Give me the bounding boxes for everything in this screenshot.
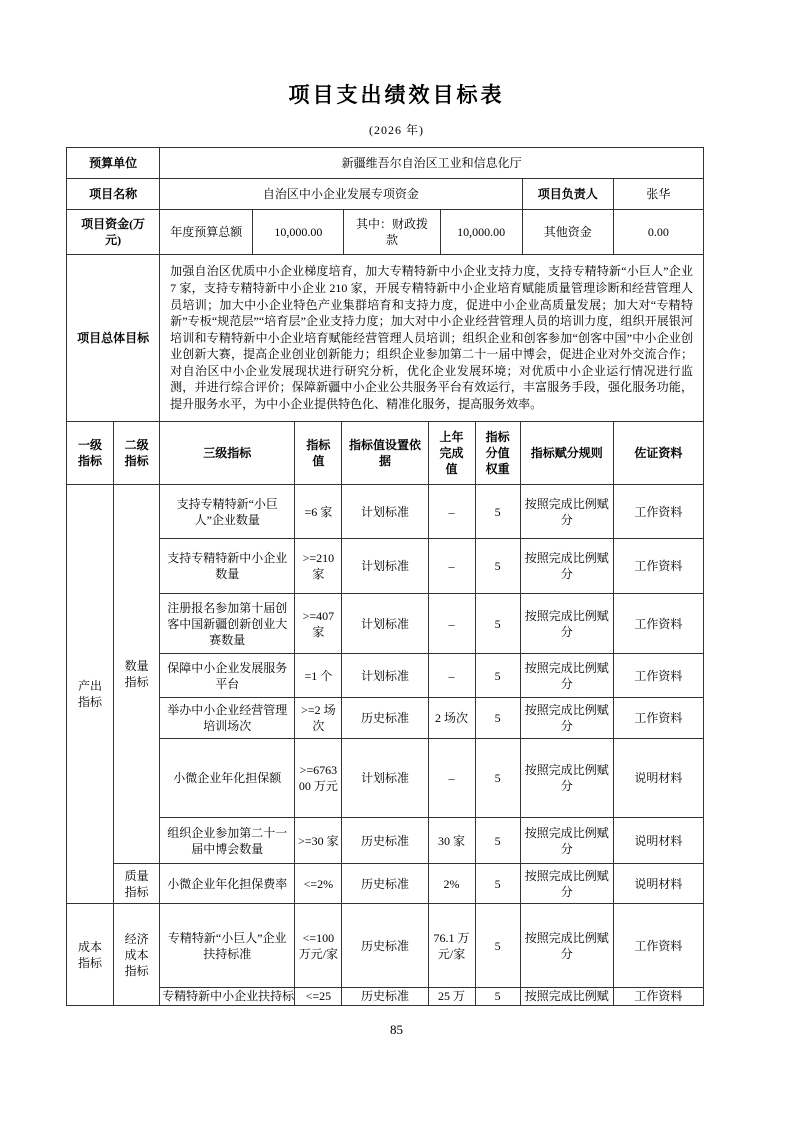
indicator-basis-cell: 计划标准 [342, 539, 428, 594]
indicator-row [67, 739, 704, 818]
header-level3: 三级指标 [160, 422, 295, 485]
indicator-rule-cell: 按照完成比例赋分 [520, 654, 613, 698]
indicator-basis-cell: 计划标准 [342, 739, 428, 818]
info-table [66, 147, 704, 422]
indicator-value-cell: <=25 [295, 988, 342, 1006]
annual-budget-value: 10,000.00 [253, 210, 344, 255]
indicator-weight-cell: 5 [475, 904, 520, 988]
indicator-basis-cell: 历史标准 [342, 818, 428, 864]
budget-unit-row [67, 148, 704, 179]
indicator-rule-cell: 按照完成比例赋 [520, 988, 613, 1006]
indicator-row [67, 539, 704, 594]
indicator-prev-cell: 76.1 万元/家 [428, 904, 475, 988]
indicator-row [67, 904, 704, 988]
indicator-value-cell: =6 家 [295, 485, 342, 539]
indicator-weight-cell: 5 [475, 864, 520, 904]
indicator-name-cell: 专精特新“小巨人”企业扶持标准 [160, 904, 295, 988]
overall-goal-text: 加强自治区优质中小企业梯度培育，加大专精特新中小企业支持力度，支持专精特新“小巨人”企业 7 家，支持专精特新中小企业 210 家，开展专精特新中小企业培育赋能质量管理诊断和经营管理人员培训；加大中小企业特色产业集群培育和支持力度，促进中小企业高质量发展；加大对“专精特新”专板“规范层”“培育层”企业支持力度；加大对中小企业经营管理人员的培训力度，组织开展银河培训和专精特新中小企业培育赋能经营管理人员培训；组织企业和创客参加“创客中国”中小企业创业创新大赛，提高企业创业创新能力；组织企业参加第二十一届中博会，促进企业对外交流合作；对自治区中小企业发展现状进行研究分析，优化企业发展环境；对优质中小企业运行情况进行监测，并进行综合评价；保障新疆中小企业公共服务平台有效运行，丰富服务手段，强化服务功能，提升服务水平，为中小企业提供特色化、精准化服务，提高服务效率。 [160, 255, 704, 422]
indicator-basis-cell: 历史标准 [342, 864, 428, 904]
level1-output: 产出指标 [67, 485, 114, 904]
indicator-name-cell: 保障中小企业发展服务平台 [160, 654, 295, 698]
indicator-rule-cell: 按照完成比例赋分 [520, 864, 613, 904]
annual-budget-label: 年度预算总额 [160, 210, 253, 255]
project-funds-row [67, 210, 704, 255]
indicator-prev-cell: – [428, 654, 475, 698]
indicator-row [67, 594, 704, 654]
indicator-basis-cell: 计划标准 [342, 594, 428, 654]
indicator-basis-cell: 历史标准 [342, 988, 428, 1006]
indicator-rule-cell: 按照完成比例赋分 [520, 818, 613, 864]
indicator-prev-cell: 2% [428, 864, 475, 904]
indicator-prev-cell: – [428, 539, 475, 594]
page-title: 项目支出绩效目标表 [288, 83, 505, 107]
fiscal-allocation-value: 10,000.00 [440, 210, 522, 255]
overall-goal-label: 项目总体目标 [67, 255, 160, 422]
level2-economic-cost: 经济成本指标 [114, 904, 160, 1006]
indicator-evidence-cell: 工作资料 [613, 988, 703, 1006]
indicator-weight-cell: 5 [475, 988, 520, 1006]
project-name-row [67, 179, 704, 210]
indicator-prev-cell: 2 场次 [428, 698, 475, 739]
indicator-basis-cell: 历史标准 [342, 698, 428, 739]
indicator-rule-cell: 按照完成比例赋分 [520, 739, 613, 818]
header-rule: 指标赋分规则 [520, 422, 613, 485]
indicator-value-cell: =1 个 [295, 654, 342, 698]
indicator-prev-cell: – [428, 485, 475, 539]
performance-target-table [66, 147, 704, 1006]
indicator-name-cell: 举办中小企业经营管理培训场次 [160, 698, 295, 739]
project-funds-label: 项目资金(万元) [67, 210, 160, 255]
indicator-table [66, 421, 704, 1006]
indicator-value-cell: >=210 家 [295, 539, 342, 594]
indicator-row [67, 654, 704, 698]
indicator-row [67, 818, 704, 864]
indicator-value-cell: >=407 家 [295, 594, 342, 654]
level1-cost: 成本指标 [67, 904, 114, 1006]
indicator-value-cell: >=30 家 [295, 818, 342, 864]
indicator-rule-cell: 按照完成比例赋分 [520, 904, 613, 988]
indicator-value-cell: >=2 场次 [295, 698, 342, 739]
header-evidence: 佐证资料 [613, 422, 703, 485]
page-number: 85 [390, 1022, 403, 1037]
indicator-evidence-cell: 工作资料 [613, 539, 703, 594]
indicator-basis-cell: 历史标准 [342, 904, 428, 988]
indicator-prev-cell: – [428, 739, 475, 818]
indicator-evidence-cell: 工作资料 [613, 654, 703, 698]
level2-quality: 质量指标 [114, 864, 160, 904]
project-leader-label: 项目负责人 [522, 179, 613, 210]
indicator-row [67, 864, 704, 904]
indicator-weight-cell: 5 [475, 539, 520, 594]
indicator-row [67, 485, 704, 539]
indicator-value-cell: <=100 万元/家 [295, 904, 342, 988]
indicator-weight-cell: 5 [475, 594, 520, 654]
header-value: 指标值 [295, 422, 342, 485]
indicator-rule-cell: 按照完成比例赋分 [520, 485, 613, 539]
indicator-rule-cell: 按照完成比例赋分 [520, 698, 613, 739]
indicator-name-cell: 支持专精特新中小企业数量 [160, 539, 295, 594]
page-subtitle: (2026 年) [369, 123, 424, 137]
indicator-name-cell: 小微企业年化担保费率 [160, 864, 295, 904]
indicator-evidence-cell: 说明材料 [613, 739, 703, 818]
indicator-value-cell: >=676300 万元 [295, 739, 342, 818]
indicator-basis-cell: 计划标准 [342, 485, 428, 539]
header-level1: 一级指标 [67, 422, 114, 485]
indicator-name-cell: 注册报名参加第十届创客中国新疆创新创业大赛数量 [160, 594, 295, 654]
indicator-name-cell: 组织企业参加第二十一届中博会数量 [160, 818, 295, 864]
project-name-label: 项目名称 [67, 179, 160, 210]
indicator-row-clipped [67, 988, 704, 1006]
other-funds-label: 其他资金 [522, 210, 613, 255]
indicator-evidence-cell: 工作资料 [613, 698, 703, 739]
indicator-rule-cell: 按照完成比例赋分 [520, 539, 613, 594]
indicator-header-row [67, 422, 704, 485]
indicator-name-cell: 小微企业年化担保额 [160, 739, 295, 818]
indicator-evidence-cell: 说明材料 [613, 818, 703, 864]
indicator-rule-cell: 按照完成比例赋分 [520, 594, 613, 654]
indicator-prev-cell: 25 万 [428, 988, 475, 1006]
indicator-basis-cell: 计划标准 [342, 654, 428, 698]
overall-goal-row [67, 255, 704, 422]
indicator-prev-cell: – [428, 594, 475, 654]
indicator-evidence-cell: 工作资料 [613, 485, 703, 539]
fiscal-allocation-label: 其中：财政拨款 [344, 210, 440, 255]
indicator-name-cell: 支持专精特新“小巨人”企业数量 [160, 485, 295, 539]
indicator-weight-cell: 5 [475, 818, 520, 864]
other-funds-value: 0.00 [613, 210, 703, 255]
header-basis: 指标值设置依据 [342, 422, 428, 485]
header-level2: 二级指标 [114, 422, 160, 485]
indicator-evidence-cell: 说明材料 [613, 864, 703, 904]
project-leader-value: 张华 [613, 179, 703, 210]
indicator-evidence-cell: 工作资料 [613, 904, 703, 988]
indicator-value-cell: <=2% [295, 864, 342, 904]
budget-unit-value: 新疆维吾尔自治区工业和信息化厅 [160, 148, 704, 179]
indicator-prev-cell: 30 家 [428, 818, 475, 864]
project-name-value: 自治区中小企业发展专项资金 [160, 179, 523, 210]
indicator-name-cell: 专精特新中小企业扶持标 [160, 988, 295, 1006]
indicator-row [67, 698, 704, 739]
level2-quantity: 数量指标 [114, 485, 160, 864]
indicator-weight-cell: 5 [475, 739, 520, 818]
budget-unit-label: 预算单位 [67, 148, 160, 179]
header-prev: 上年完成值 [428, 422, 475, 485]
indicator-weight-cell: 5 [475, 485, 520, 539]
indicator-evidence-cell: 工作资料 [613, 594, 703, 654]
header-weight: 指标分值权重 [475, 422, 520, 485]
indicator-weight-cell: 5 [475, 698, 520, 739]
indicator-weight-cell: 5 [475, 654, 520, 698]
